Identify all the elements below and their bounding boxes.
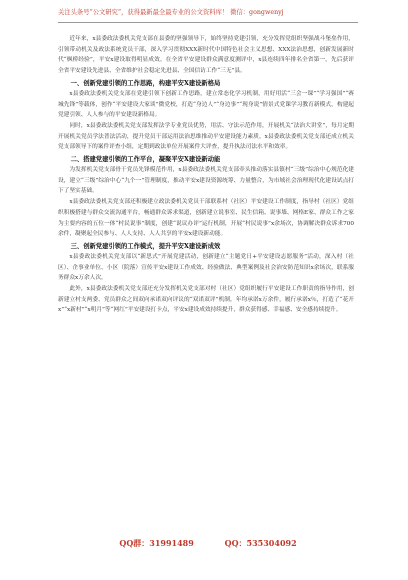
section-heading-1: 一、创新党建引领的工作思路，构建平安Ⅹ建设新格局 [70,79,221,87]
section-heading-2: 二、搭建党建引领的工作平台，凝聚平安Ⅹ建设新动能 [70,156,221,164]
qq-group-text: QQ群：31991489 [119,538,194,548]
paragraph: 同时，x县委政法委机关党支部发挥法学专业党员优势，用活、守法示范作用，开展机关“法治大讲堂”，每月定期开展机关党员学法普法活动，提升党员干部运用法治思维推动平安建设能力素质。x县委政法委机关党支部还成立机关党支部领导下的案件评查小组，定期到政法单位开展案件大评查，提升执法司法水平和效率。 [58,122,354,151]
document-body [58,34,354,316]
paragraph: x县委政法委机关党支部还积极建立政法委机关党员干部联系村（社区）平安建设工作制度，指导村（社区）党组织积极搭建与群众交流沟通平台，畅通群众诉求渠道，创新建立说事室、民生信箱、说事墙、网格E家、群众工作之家为主要内容的五位一体“村民说事”制度，创建“说议办评”运行机制，开展“村民说事”x余场次，协调解决群众诉求700余件，凝聚起全民参与、人人支持、人人共享的平安x建设新动能。 [58,199,354,238]
header-divider [58,22,358,23]
paragraph: 此外，x县委政法委机关党支部还充分发挥机关党支部对村（社区）党组织履行平安建设工作职责的指导作用，创新建立村支两委、党员群众之间双向承诺双向评议的“双诺双评”机制，年均承诺x万余件，履行承诺x％，打造了“花开x”“x新村”“x明月”等“网红”平安建设打卡点，平安x建设成效持续提升，群众获得感、幸福感、安全感持续提升。 [58,286,354,314]
paragraph: x县委政法委机关党支部以“新思式”开展党建活动，创新建立“主题党日+平安建设志愿服务”活动，深入村（社区）、企事业单位、小区（院落）宣传平安x建设工作成效、经验做法、典型案例及社会治安防范知识x余场次，联系服务群众x万余人次。 [58,253,354,282]
section-heading-3: 三、创新党建引领的工作模式，提升平安Ⅹ建设新成效 [70,242,221,250]
paragraph: 为发挥机关党支部骨干党员先锋模范作用，x县委政法委机关党支部牵头推动落实县镇村“三级”综治中心规范化建设，建立“三级”综治中心“九个一”管理制度，推动平安x建设资源统筹、力量整合，为市域社会治理现代化建设试点打下了坚实基础。 [58,167,354,195]
footer-contact [58,538,358,549]
paragraph-intro: 近年来，x县委政法委机关党支部在县委的坚强领导下，始终坚持党建引领，充分发挥党组织坚强战斗堡垒作用，引领带动机关及政法系统党员干部，深入学习贯彻XXX新时代中国特色社会主义思想、XXX法治思想，创新发展新时代“枫桥经验”，平安x建设取得明显成效。在全省平安建设群众满意度测评中，x县连续四年排名全省第一，先后获评全省平安建设先进县、全省维护社会稳定先进县、全国信访工作“三无”县。 [58,36,354,75]
qq-text: QQ：535304092 [224,538,297,548]
paragraph: x县委政法委机关党支部在党建引领下创新工作思路，建立常态化学习机制，用好用活“三会一课”“学习强国”“赛城先锋”等载体，创作“平安建设大家谈”微党校，打造“身边人”“身边事”“现身说”情景式党课学习教育新模式，构建起党建引领、人人参与的平安建设新格局。 [58,90,354,119]
header-banner: 关注头条号“公文研究”，获得最新最全最专业的公文资料库！ 微信：gongwenyj [58,9,284,16]
